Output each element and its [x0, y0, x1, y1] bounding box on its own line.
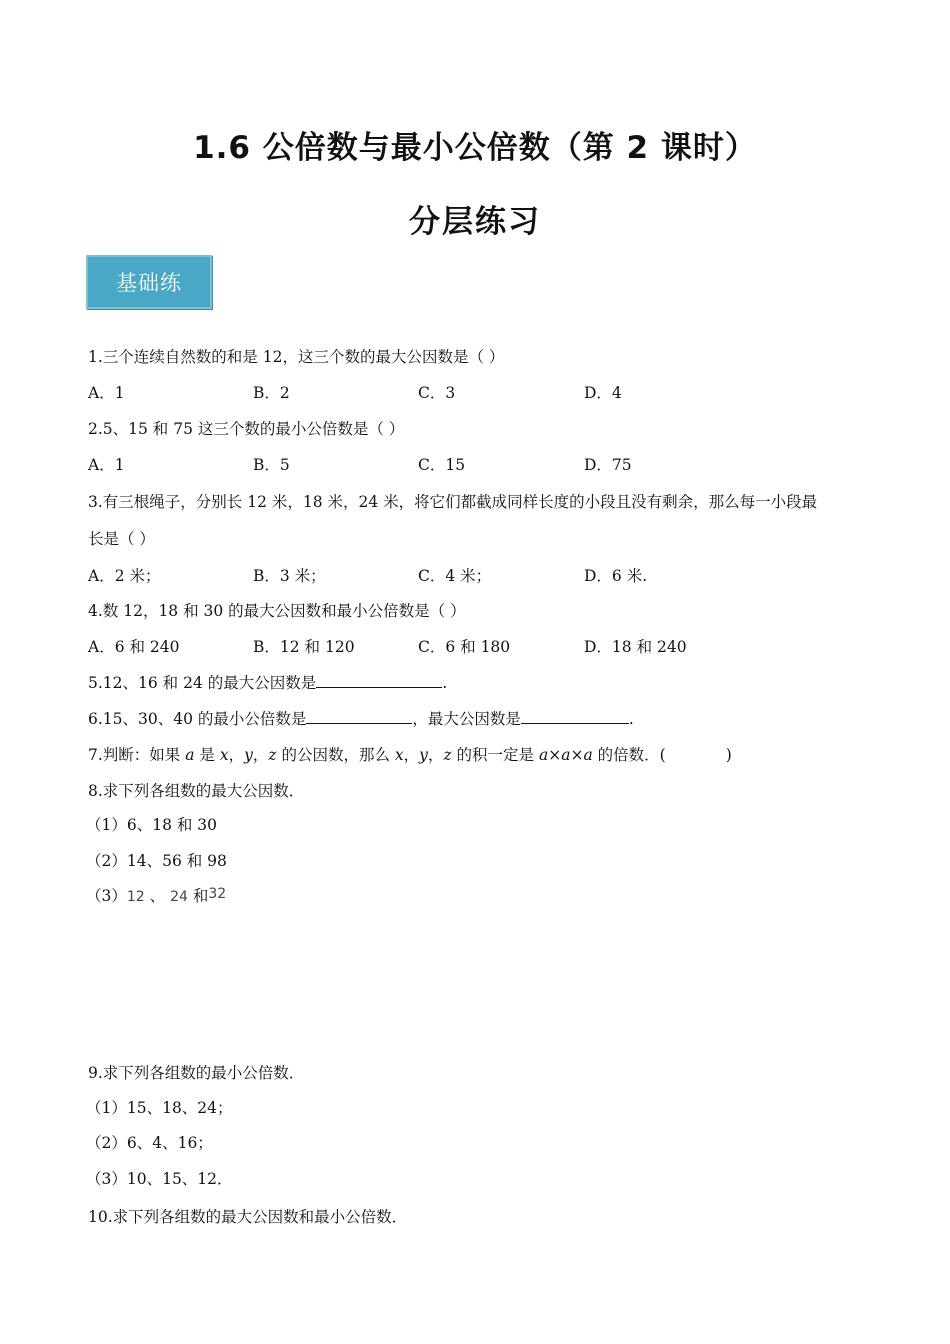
q1-option-c: C．3 [418, 384, 456, 402]
q3-option-b: B．3 米； [253, 567, 326, 585]
question-9: 9.求下列各组数的最小公倍数． [88, 1064, 305, 1082]
q6-answer-blank-1[interactable] [306, 709, 412, 724]
question-3-continued: 长是（ ） [88, 530, 155, 548]
question-5: 5.12、16 和 24 的最大公因数是 . [88, 674, 448, 692]
q4-option-a: A．6 和 240 [88, 638, 180, 656]
q3-option-d: D．6 米. [584, 567, 648, 585]
q1-option-a: A．1 [88, 384, 125, 402]
question-8: 8.求下列各组数的最大公因数． [88, 782, 305, 800]
question-3: 3.有三根绳子，分别长 12 米，18 米，24 米，将它们都截成同样长度的小段且没有剩余，那么每一小段最 [88, 493, 818, 511]
q4-option-d: D．18 和 240 [584, 638, 687, 656]
section-badge: 基础练 [86, 255, 212, 309]
question-4: 4.数 12，18 和 30 的最大公因数和最小公倍数是（ ） [88, 602, 466, 620]
q2-option-a: A．1 [88, 456, 125, 474]
question-2: 2.5、15 和 75 这三个数的最小公倍数是（ ） [88, 420, 405, 438]
question-6: 6.15、30、40 的最小公倍数是 ，最大公因数是 . [88, 710, 634, 728]
q5-answer-blank[interactable] [316, 673, 442, 688]
page-subtitle: 分层练习 [409, 204, 541, 240]
question-10: 10.求下列各组数的最大公因数和最小公倍数． [88, 1208, 408, 1226]
q4-option-b: B．12 和 120 [253, 638, 355, 656]
q5-text: 5.12、16 和 24 的最大公因数是 [88, 674, 317, 692]
q8-subquestion-3: （3）12 、 24 和32 [86, 886, 227, 905]
q6-text: 6.15、30、40 的最小公倍数是 [88, 710, 307, 728]
q2-option-d: D．75 [584, 456, 632, 474]
q1-option-b: B．2 [253, 384, 290, 402]
q6-answer-blank-2[interactable] [521, 709, 629, 724]
q3-option-a: A．2 米； [88, 567, 161, 585]
q2-option-b: B．5 [253, 456, 290, 474]
q9-subquestion-2: （2）6、4、16； [86, 1134, 213, 1152]
question-1: 1.三个连续自然数的和是 12，这三个数的最大公因数是（ ） [88, 348, 505, 366]
q9-subquestion-3: （3）10、15、12． [86, 1170, 233, 1188]
q3-option-c: C．4 米； [418, 567, 492, 585]
q1-option-d: D．4 [584, 384, 622, 402]
page-title: 1.6 公倍数与最小公倍数（第 2 课时） [193, 130, 757, 166]
q4-option-c: C．6 和 180 [418, 638, 511, 656]
q2-option-c: C．15 [418, 456, 466, 474]
q8-subquestion-2: （2）14、56 和 98 [86, 852, 227, 870]
question-7: 7.判断：如果 a 是 x，y，z 的公因数，那么 x，y，z 的积一定是 a×a×a 的倍数．( ) [88, 746, 732, 764]
q8-subquestion-1: （1）6、18 和 30 [86, 816, 218, 834]
q9-subquestion-1: （1）15、18、24； [86, 1099, 233, 1117]
